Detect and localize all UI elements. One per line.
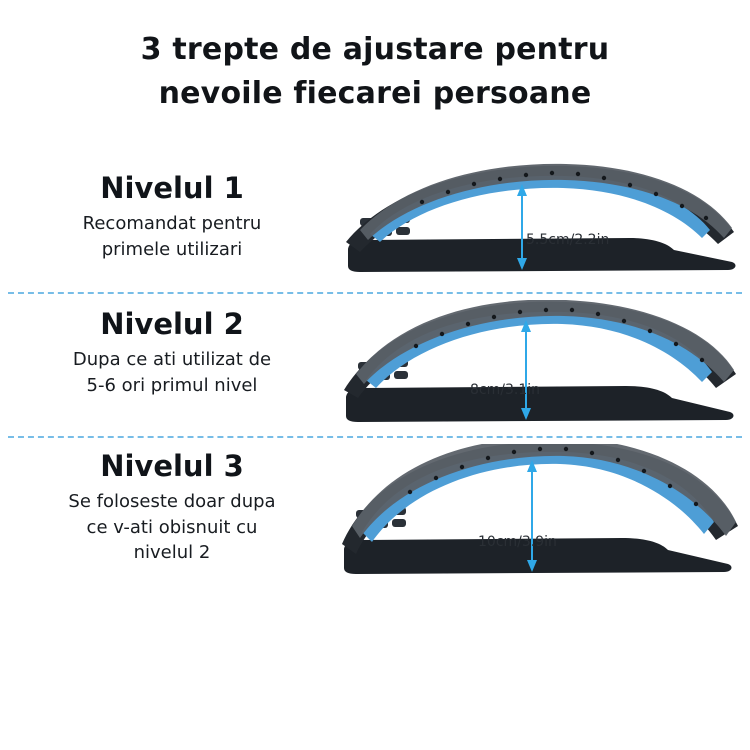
page-title-line-1: 3 trepte de ajustare pentru	[140, 32, 610, 67]
level-1-row	[0, 158, 750, 302]
back-stretcher-level-3-illustration	[330, 444, 750, 588]
level-3-row	[0, 444, 750, 588]
page-title-line-2: nevoile fiecarei persoane	[158, 76, 592, 112]
level-1-description	[12, 211, 332, 262]
level-3-measure-label: 10cm/3.9in	[478, 534, 557, 550]
level-2-description-line-1: Dupa ce ati utilizat de	[72, 349, 272, 371]
level-2-title: Nivelul 2	[100, 307, 244, 341]
level-1-description-line-1: Recomandat pentru	[82, 213, 262, 235]
level-3-description-line-1: Se foloseste doar dupa	[68, 491, 276, 513]
page-title	[0, 28, 750, 117]
back-stretcher-level-1-illustration	[330, 158, 750, 302]
level-2-description-line-2: 5-6 ori primul nivel	[86, 374, 258, 396]
level-1-text	[12, 172, 332, 262]
level-3-description-line-2: ce v-ati obisnuit cu	[86, 516, 258, 538]
level-3-product-image	[330, 444, 750, 588]
level-3-title: Nivelul 3	[100, 449, 244, 483]
level-1-title: Nivelul 1	[100, 171, 244, 205]
level-3-description-line-3: nivelul 2	[133, 542, 211, 564]
level-1-measure-label: 5.5cm/2.2in	[526, 232, 610, 248]
level-3-description	[12, 489, 332, 566]
level-2-product-image	[330, 300, 750, 444]
level-2-row	[0, 300, 750, 444]
level-1-description-line-2: primele utilizari	[101, 238, 243, 260]
level-2-measure-label: 8cm/3.1in	[470, 382, 540, 398]
level-2-description	[12, 347, 332, 398]
level-2-text	[12, 308, 332, 398]
level-1-product-image	[330, 158, 750, 302]
back-stretcher-level-2-illustration	[330, 300, 750, 444]
level-3-text	[12, 450, 332, 566]
